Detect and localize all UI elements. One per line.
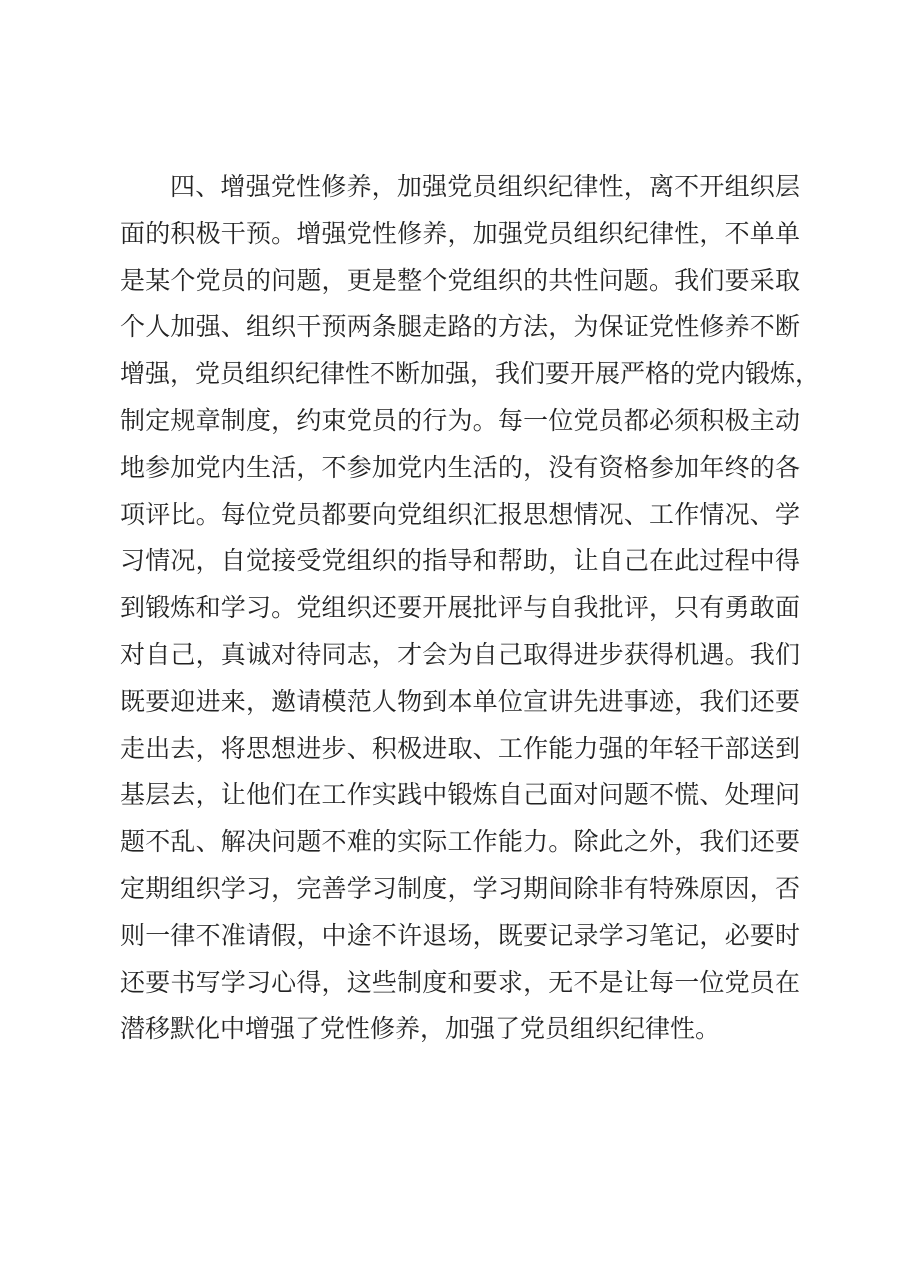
paragraph-line: 习情况，自觉接受党组织的指导和帮助，让自己在此过程中得 bbox=[120, 546, 800, 576]
paragraph-line: 项评比。每位党员都要向党组织汇报思想情况、工作情况、学 bbox=[120, 499, 800, 529]
paragraph-line: 制定规章制度，约束党员的行为。每一位党员都必须积极主动 bbox=[120, 405, 800, 435]
paragraph-line: 既要迎进来，邀请模范人物到本单位宣讲先进事迹，我们还要 bbox=[120, 686, 800, 716]
paragraph-line: 潜移默化中增强了党性修养，加强了党员组织纪律性。 bbox=[120, 1014, 721, 1044]
paragraph-line: 四、增强党性修养，加强党员组织纪律性，离不开组织层 bbox=[170, 172, 800, 201]
paragraph-line: 增强，党员组织纪律性不断加强，我们要开展严格的党内锻炼， bbox=[120, 359, 821, 389]
paragraph-line: 个人加强、组织干预两条腿走路的方法，为保证党性修养不断 bbox=[120, 312, 800, 342]
paragraph-line: 是某个党员的问题，更是整个党组织的共性问题。我们要采取 bbox=[120, 265, 800, 295]
paragraph-line: 走出去，将思想进步、积极进取、工作能力强的年轻干部送到 bbox=[120, 733, 800, 763]
paragraph-line: 对自己，真诚对待同志，才会为自己取得进步获得机遇。我们 bbox=[120, 639, 800, 669]
paragraph-line: 还要书写学习心得，这些制度和要求，无不是让每一位党员在 bbox=[120, 967, 800, 997]
body-paragraph bbox=[120, 164, 821, 1053]
paragraph-line: 到锻炼和学习。党组织还要开展批评与自我批评，只有勇敢面 bbox=[120, 593, 800, 623]
paragraph-line: 定期组织学习，完善学习制度，学习期间除非有特殊原因，否 bbox=[120, 873, 800, 903]
paragraph-line: 地参加党内生活，不参加党内生活的，没有资格参加年终的各 bbox=[120, 452, 800, 482]
paragraph-line: 题不乱、解决问题不难的实际工作能力。除此之外，我们还要 bbox=[120, 827, 800, 857]
paragraph-line: 基层去，让他们在工作实践中锻炼自己面对问题不慌、处理问 bbox=[120, 780, 800, 810]
paragraph-line: 则一律不准请假，中途不许退场，既要记录学习笔记，必要时 bbox=[120, 920, 800, 950]
paragraph-line: 面的积极干预。增强党性修养，加强党员组织纪律性，不单单 bbox=[120, 218, 800, 248]
